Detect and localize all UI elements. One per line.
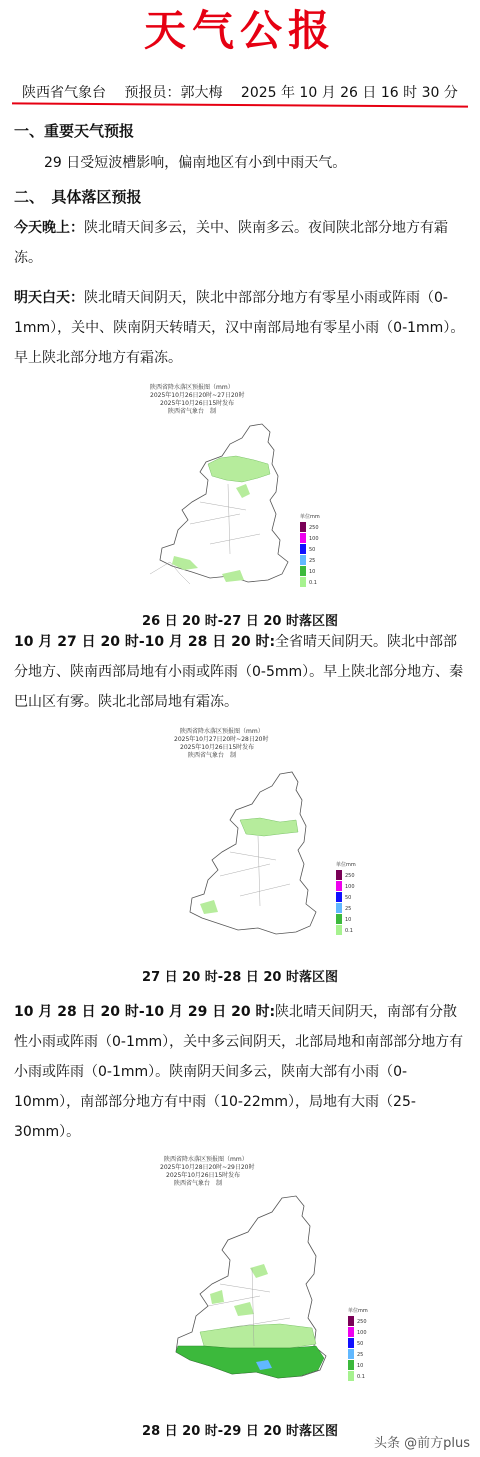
- legend-swatch: [300, 522, 306, 532]
- legend-swatch: [336, 892, 342, 902]
- legend-level-label: 50: [357, 1341, 364, 1347]
- legend-level-label: 0.1: [357, 1374, 365, 1380]
- legend-swatch: [300, 577, 306, 587]
- map1-caption: 26 日 20 时-27 日 20 时落区图: [142, 614, 338, 629]
- legend-swatch: [300, 533, 306, 543]
- legend-swatch: [348, 1360, 354, 1370]
- map3-title: 陕西省降水落区预报图（mm）: [164, 1156, 248, 1163]
- map3-graphic: [160, 1156, 380, 1400]
- legend-level-label: 25: [345, 906, 352, 912]
- legend-unit: 单位mm: [348, 1308, 368, 1314]
- period3-forecast: [14, 997, 470, 1147]
- map2-graphic: [180, 728, 360, 950]
- legend-level-label: 250: [345, 873, 355, 879]
- section2-heading: 二、 具体落区预报: [14, 188, 142, 206]
- legend-level-label: 100: [345, 884, 355, 890]
- tonight-forecast: [14, 213, 470, 273]
- map1-maker: 陕西省气象台 制: [168, 408, 217, 415]
- legend-level-label: 250: [309, 525, 319, 531]
- legend-level-label: 50: [309, 547, 316, 553]
- tomorrow-label: 明天白天：: [14, 290, 84, 306]
- map1-period: 2025年10月26日20时~27日20时: [150, 392, 245, 399]
- legend-level-label: 0.1: [309, 580, 317, 586]
- map3-caption: 28 日 20 时-29 日 20 时落区图: [142, 1424, 338, 1439]
- legend-level-label: 10: [357, 1363, 364, 1369]
- issue-time: 2025 年 10 月 26 日 16 时 30 分: [240, 85, 458, 101]
- section1-heading: 一、重要天气预报: [14, 122, 135, 140]
- header-divider: [12, 102, 468, 107]
- legend-swatch: [348, 1316, 354, 1326]
- period2-label: 10 月 27 日 20 时-10 月 28 日 20 时:: [14, 634, 276, 650]
- legend-swatch: [300, 566, 306, 576]
- legend-swatch: [336, 903, 342, 913]
- map2-legend: [336, 860, 362, 940]
- period3-text: 陕北晴天间阴天，南部有分散性小雨或阵雨（0-1mm），关中多云间阴天，北部局地和南部部分地方有小雨或阵雨（0-1mm）。陕南阴天间多云，陕南大部有小雨（0-10mm），南部部分地方有中雨（10-22mm），局地有大雨（25-30mm）。: [14, 1004, 464, 1140]
- map3-legend: [348, 1306, 374, 1386]
- map1-issued: 2025年10月26日15时发布: [160, 400, 235, 407]
- period3-label: 10 月 28 日 20 时-10 月 29 日 20 时:: [14, 1004, 276, 1020]
- period2-forecast: [14, 627, 470, 717]
- legend-unit: 单位mm: [336, 862, 356, 868]
- legend-swatch: [336, 914, 342, 924]
- legend-level-label: 0.1: [345, 928, 353, 934]
- legend-swatch: [348, 1349, 354, 1359]
- map1-title: 陕西省降水落区预报图（mm）: [150, 384, 234, 391]
- agency-name: 陕西省气象台: [22, 85, 106, 101]
- legend-swatch: [336, 881, 342, 891]
- header-meta: [22, 84, 472, 102]
- legend-level-label: 10: [309, 569, 316, 575]
- map3-issued: 2025年10月26日15时发布: [166, 1172, 241, 1179]
- rain-map-1: [150, 384, 330, 594]
- page-title: 天气公报: [143, 6, 336, 55]
- section1-text: 29 日受短波槽影响，偏南地区有小到中雨天气。: [44, 155, 347, 171]
- map1-legend: [300, 512, 326, 592]
- legend-level-label: 250: [357, 1319, 367, 1325]
- legend-level-label: 100: [309, 536, 319, 542]
- legend-unit: 单位mm: [300, 514, 320, 520]
- legend-swatch: [348, 1327, 354, 1337]
- rain-map-2: [174, 728, 360, 950]
- map3-period: 2025年10月28日20时~29日20时: [160, 1164, 255, 1171]
- map2-maker: 陕西省气象台 制: [188, 752, 237, 759]
- map2-caption: 27 日 20 时-28 日 20 时落区图: [142, 970, 338, 985]
- period2-text: 全省晴天间阴天。陕北中部部分地方、陕南西部局地有小雨或阵雨（0-5mm）。早上陕北部分地方、秦巴山区有雾。陕北北部局地有霜冻。: [14, 634, 464, 710]
- forecaster-name: 预报员：郭大梅: [124, 85, 223, 101]
- map2-period: 2025年10月27日20时~28日20时: [174, 736, 269, 743]
- map3-maker: 陕西省气象台 制: [174, 1180, 223, 1187]
- legend-swatch: [348, 1371, 354, 1381]
- legend-swatch: [300, 555, 306, 565]
- legend-swatch: [336, 925, 342, 935]
- legend-level-label: 10: [345, 917, 352, 923]
- legend-swatch: [348, 1338, 354, 1348]
- legend-level-label: 100: [357, 1330, 367, 1336]
- map2-title: 陕西省降水落区预报图（mm）: [180, 728, 264, 735]
- tomorrow-text: 陕北晴天间阴天，陕北中部部分地方有零星小雨或阵雨（0-1mm），关中、陕南阴天转晴天，汉中南部局地有零星小雨（0-1mm）。早上陕北部分地方有霜冻。: [14, 290, 465, 366]
- map2-issued: 2025年10月26日15时发布: [180, 744, 255, 751]
- legend-level-label: 25: [309, 558, 316, 564]
- legend-swatch: [300, 544, 306, 554]
- legend-level-label: 25: [357, 1352, 364, 1358]
- tonight-text: 陕北晴天间多云，关中、陕南多云。夜间陕北部分地方有霜冻。: [14, 220, 448, 266]
- tonight-label: 今天晚上：: [14, 220, 84, 236]
- legend-swatch: [336, 870, 342, 880]
- legend-level-label: 50: [345, 895, 352, 901]
- watermark: 头条 @前方plus: [373, 1436, 470, 1451]
- tomorrow-forecast: [14, 283, 470, 373]
- rain-map-3: [160, 1156, 380, 1400]
